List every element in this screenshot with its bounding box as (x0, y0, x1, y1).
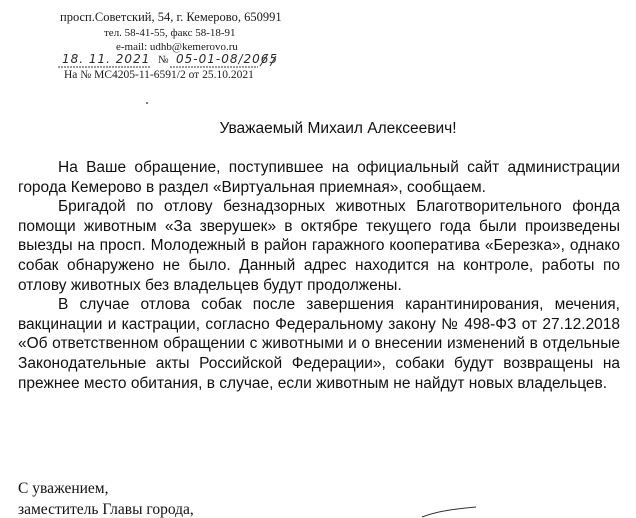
signature-stroke (420, 505, 480, 518)
sender-email: e-mail: udhb@kemerovo.ru (116, 41, 238, 53)
stray-mark (146, 102, 148, 104)
registration-number: 05-01-08/2065 (176, 52, 279, 66)
greeting: Уважаемый Михаил Алексеевич! (219, 120, 457, 137)
registration-date: 18. 11. 2021 (62, 52, 151, 66)
paragraph-1: На Ваше обращение, поступившее на официальный сайт администрации города Кемерово в раздел «Виртуальная приемная», сообщаем. (18, 159, 620, 196)
registration-number-label: № (158, 54, 169, 66)
letter-body (18, 158, 620, 393)
paragraph-2: Бригадой по отлову безнадзорных животных Благотворительного фонда помощи животным «За зверушек» в октябре текущего года были произведены выезды на просп. Молодежный в район гаражного кооператива «Березка», однако собак обнаружено не было. Данный адрес находится на контроле, работы по отлову животных без владельцев будут продолжены. (18, 198, 620, 294)
closing-block (18, 478, 194, 518)
paragraph-3: В случае отлова собак после завершения карантинирования, мечения, вакцинации и кастрации, согласно Федеральному закону № 498-ФЗ от 27.12.2018 «Об ответственном обращении с животными и о внесении изменений в отдельные Законодательные акты Российской Федерации», собаки будут возвращены на прежнее место обитания, в случае, если животным не найдут новых владельцев. (18, 296, 620, 392)
in-reply-to: На № МС4205-11-6591/2 от 25.10.2021 (64, 69, 254, 81)
closing-regards: С уважением, (18, 480, 109, 497)
sender-phones: тел. 58-41-55, факс 58-18-91 (104, 27, 236, 39)
sender-address: просп.Советский, 54, г. Кемерово, 650991 (60, 10, 282, 24)
closing-position: заместитель Главы города, (18, 501, 194, 518)
